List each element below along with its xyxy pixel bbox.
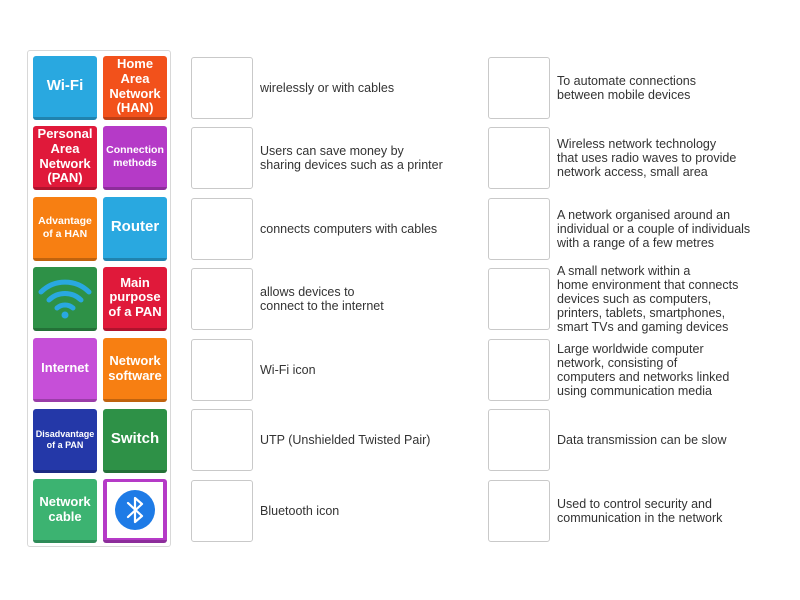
drop-slot-left-6[interactable] xyxy=(191,409,253,471)
tile-bluetooth-symbol[interactable] xyxy=(103,479,167,543)
bluetooth-icon xyxy=(114,489,156,531)
drop-slot-left-3[interactable] xyxy=(191,198,253,260)
tile-router[interactable]: Router xyxy=(103,197,167,261)
drop-slot-right-5[interactable] xyxy=(488,339,550,401)
drop-slot-right-4[interactable] xyxy=(488,268,550,330)
prompt-right-5: Large worldwide computer network, consisting of computers and networks linked using communication media xyxy=(557,342,730,398)
prompt-left-1: wirelessly or with cables xyxy=(260,81,395,95)
tile-main-purpose-of-a-pan[interactable]: Main purpose of a PAN xyxy=(103,267,167,331)
prompt-right-3: A network organised around an individual or a couple of individuals with a range of a few metres xyxy=(557,208,751,250)
tile-internet[interactable]: Internet xyxy=(33,338,97,402)
drop-slot-right-2[interactable] xyxy=(488,127,550,189)
prompt-right-6: Data transmission can be slow xyxy=(557,433,727,447)
drop-slot-right-3[interactable] xyxy=(488,198,550,260)
prompt-left-3: connects computers with cables xyxy=(260,222,438,236)
drop-slot-right-7[interactable] xyxy=(488,480,550,542)
drop-slot-left-5[interactable] xyxy=(191,339,253,401)
drop-slot-left-1[interactable] xyxy=(191,57,253,119)
prompt-right-2: Wireless network technology that uses radio waves to provide network access, small area xyxy=(557,137,737,179)
drop-slot-right-6[interactable] xyxy=(488,409,550,471)
prompt-left-4: allows devices to connect to the internet xyxy=(260,285,384,313)
tile-palette xyxy=(27,50,171,547)
bluetooth-icon-frame xyxy=(107,482,163,538)
prompt-left-7: Bluetooth icon xyxy=(260,504,340,518)
tile-personal-area-network[interactable]: Personal Area Network (PAN) xyxy=(33,126,97,190)
prompt-right-1: To automate connections between mobile devices xyxy=(557,74,696,102)
tile-home-area-network[interactable]: Home Area Network (HAN) xyxy=(103,56,167,120)
prompt-right-7: Used to control security and communication in the network xyxy=(557,497,723,525)
prompt-right-4: A small network within a home environment that connects devices such as computers, printers, tablets, smartphones, smart TVs and gaming devices xyxy=(557,264,739,334)
drop-slot-right-1[interactable] xyxy=(488,57,550,119)
wifi-icon xyxy=(38,276,92,320)
drop-slot-left-4[interactable] xyxy=(191,268,253,330)
drop-slot-left-7[interactable] xyxy=(191,480,253,542)
prompt-left-5: Wi-Fi icon xyxy=(260,363,316,377)
prompt-left-6: UTP (Unshielded Twisted Pair) xyxy=(260,433,431,447)
tile-disadvantage-of-a-pan[interactable]: Disadvantage of a PAN xyxy=(33,409,97,473)
tile-network-software[interactable]: Network software xyxy=(103,338,167,402)
tile-wi-fi[interactable]: Wi-Fi xyxy=(33,56,97,120)
tile-wifi-symbol[interactable] xyxy=(33,267,97,331)
tile-connection-methods[interactable]: Connection methods xyxy=(103,126,167,190)
drop-slot-left-2[interactable] xyxy=(191,127,253,189)
prompt-left-2: Users can save money by sharing devices such as a printer xyxy=(260,144,443,172)
tile-switch[interactable]: Switch xyxy=(103,409,167,473)
tile-advantage-of-a-han[interactable]: Advantage of a HAN xyxy=(33,197,97,261)
tile-network-cable[interactable]: Network cable xyxy=(33,479,97,543)
